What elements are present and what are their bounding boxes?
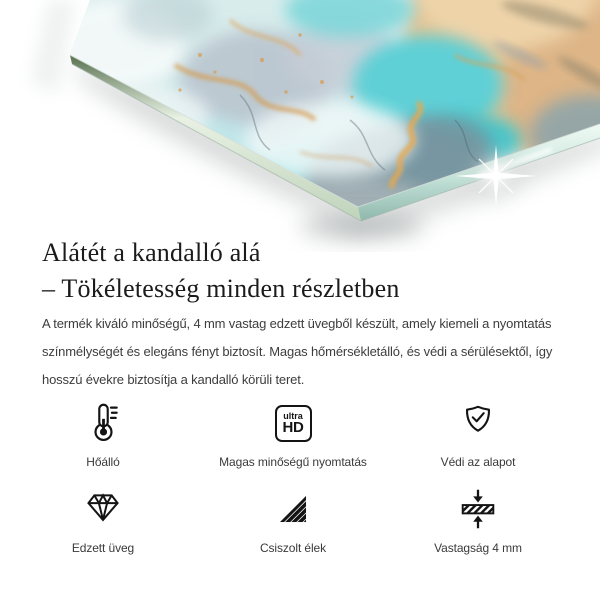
- marble-art: [0, 0, 600, 252]
- thickness-arrows-icon: [378, 484, 578, 534]
- diamond-icon: [3, 484, 203, 534]
- feature-label: Magas minőségű nyomtatás: [219, 455, 367, 469]
- ultra-hd-icon: ultra HD: [193, 398, 393, 448]
- product-description: [42, 310, 552, 394]
- feature-label: Vastagság 4 mm: [434, 541, 522, 555]
- feature-heat-resistant: [3, 398, 203, 469]
- feature-label: Edzett üveg: [71, 541, 135, 555]
- product-image: [0, 0, 600, 252]
- reflection-streak: [30, 0, 76, 95]
- description-line: hosszú évekre biztosítja a kandalló körüli teret.: [42, 372, 305, 387]
- description-line: színmélységét és elegáns fényt biztosít. Magas hőmérsékletálló, és védi a sérülésektől, így: [42, 344, 553, 359]
- shield-check-icon: [378, 398, 578, 448]
- feature-protects-base: [378, 398, 578, 469]
- glass-panel-illustration: [0, 0, 600, 252]
- feature-label: Védi az alapot: [440, 455, 516, 469]
- feature-tempered-glass: [3, 484, 203, 555]
- thermometer-icon: [3, 398, 203, 448]
- feature-polished-edges: [193, 484, 393, 555]
- polished-edges-icon: [193, 484, 393, 534]
- feature-print-quality: [193, 398, 393, 469]
- page-title: [42, 235, 400, 307]
- feature-thickness: [378, 484, 578, 555]
- feature-label: Hőálló: [86, 455, 120, 469]
- page-title-line2: – Tökéletesség minden részletben: [42, 274, 400, 303]
- description-line: A termék kiváló minőségű, 4 mm vastag edzett üvegből készült, amely kiemeli a nyomtatás: [42, 316, 552, 331]
- feature-label: Csiszolt élek: [259, 541, 327, 555]
- page-title-line1: Alátét a kandalló alá: [42, 238, 261, 267]
